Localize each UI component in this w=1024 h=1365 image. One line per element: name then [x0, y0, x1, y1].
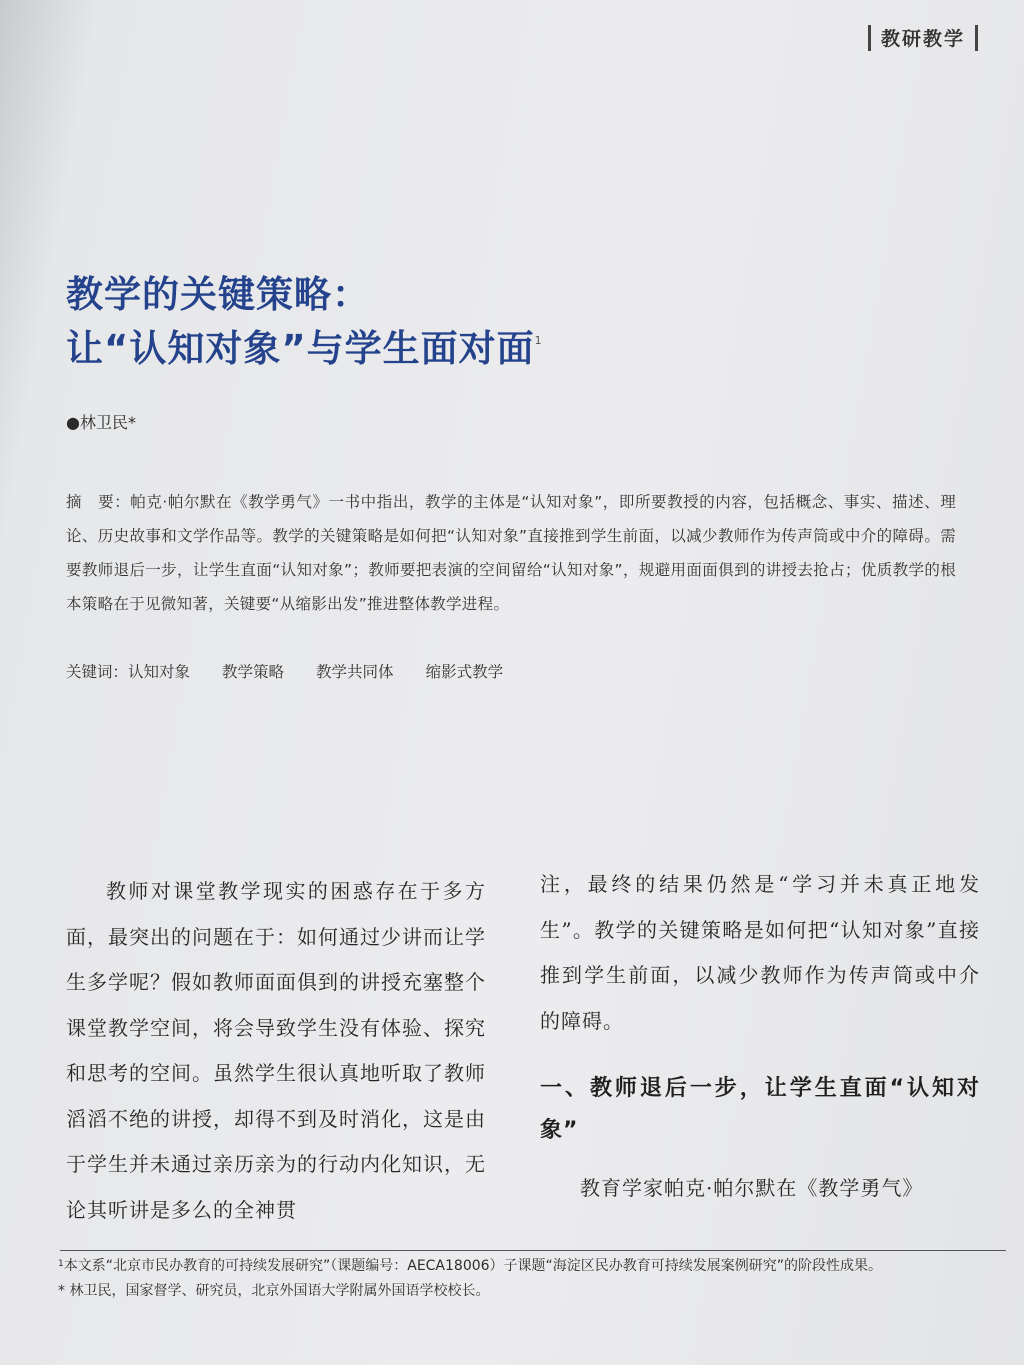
footnotes: [58, 1242, 1008, 1304]
keyword-item: 认知对象: [128, 663, 191, 681]
body-column-right: [540, 862, 980, 1212]
title-line-2-text: 让“认知对象”与学生面对面: [66, 327, 535, 370]
keywords: [66, 660, 535, 682]
body-column-left: [66, 869, 486, 1233]
keyword-item: 教学策略: [222, 663, 285, 681]
article-title: [66, 268, 543, 376]
body-paragraph-continued: 注，最终的结果仍然是“学习并未真正地发生”。教学的关键策略是如何把“认知对象”直接推到学生前面，以减少教师作为传声筒或中介的障碍。: [540, 872, 980, 1033]
author-byline: ●林卫民*: [66, 413, 136, 432]
abstract-text: 帕克·帕尔默在《教学勇气》一书中指出，教学的主体是“认知对象”，即所要教授的内容，包括概念、事实、描述、理论、历史故事和文学作品等。教学的关键策略是如何把“认知对象”直接推到学生前面，以减少教师作为传声筒或中介的障碍。需要教师退后一步，让学生直面“认知对象”；教师要把表演的空间留给“认知对象”，规避用面面俱到的讲授去抢占；优质教学的根本策略在于见微知著，关键要“从缩影出发”推进整体教学进程。: [66, 493, 956, 613]
title-line-2: [66, 322, 543, 376]
bleed-through-text: [70, 105, 610, 293]
footnote-1: [58, 1254, 1008, 1279]
body-paragraph: 教育学家帕克·帕尔默在《教学勇气》: [580, 1176, 924, 1200]
body-paragraph: 教师对课堂教学现实的困惑存在于多方面，最突出的问题在于：如何通过少讲而让学生多学呢？假如教师面面俱到的讲授充塞整个课堂教学空间，将会导致学生没有体验、探究和思考的空间。虽然学生很认真地听取了教师滔滔不绝的讲授，却得不到及时消化，这是由于学生并未通过亲历亲为的行动内化知识，无论其听讲是多么的全神贯: [66, 879, 486, 1222]
keywords-label: 关键词：: [66, 663, 129, 681]
abstract-label: 摘 要：: [66, 493, 131, 511]
running-head-bar-right: [975, 25, 978, 51]
footnote-2: * 林卫民，国家督学、研究员，北京外国语大学附属外国语学校校长。: [58, 1283, 490, 1299]
footnote-1-mark: 1: [58, 1259, 64, 1269]
running-head-bar-left: [868, 25, 871, 51]
title-line-1: 教学的关键策略：: [66, 273, 370, 316]
abstract: [66, 485, 956, 621]
section-heading: 一、教师退后一步，让学生直面“认知对象”: [540, 1076, 980, 1143]
keyword-item: 缩影式教学: [425, 663, 504, 681]
footnote-1-text: 本文系“北京市民办教育的可持续发展研究”（课题编号：AECA18006）子课题“海淀区民办教育可持续发展案例研究”的阶段性成果。: [63, 1258, 883, 1274]
running-head-text: 教研教学: [880, 28, 965, 50]
running-head: [858, 24, 988, 51]
title-footnote-mark: 1: [534, 334, 543, 347]
keyword-item: 教学共同体: [316, 663, 394, 681]
